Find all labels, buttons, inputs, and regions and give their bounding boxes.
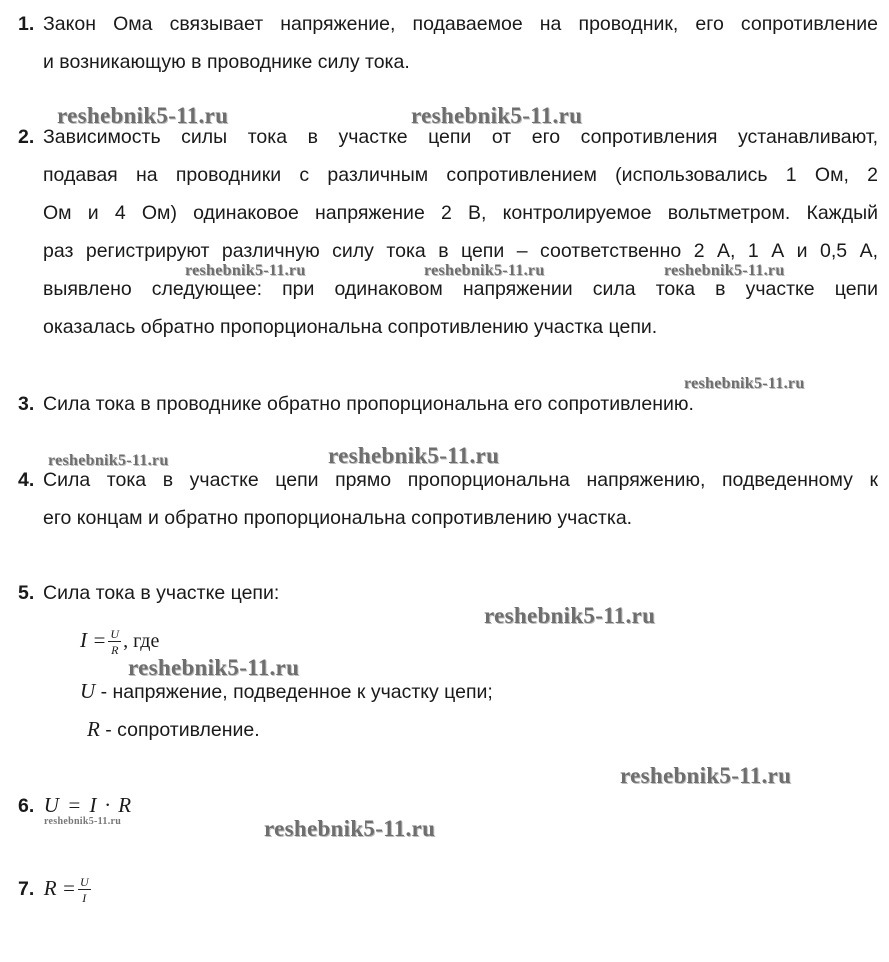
item-text: [43, 118, 878, 346]
answer-item-1: [18, 5, 878, 81]
item-number: 5.: [18, 582, 35, 604]
text-line: Сила тока в участке цепи прямо пропорциональна напряжению, подведенному к: [43, 469, 878, 491]
text-line: подавая на проводники с различным сопротивлением (использовались 1 Ом, 2: [43, 164, 878, 186]
definition-r: [87, 710, 260, 749]
definition-text: - напряжение, подведенное к участку цепи;: [95, 681, 493, 703]
text-line: Ом и 4 Ом) одинаковое напряжение 2 В, контролируемое вольтметром. Каждый: [43, 202, 878, 224]
text-line: Сила тока в проводнике обратно пропорциональна его сопротивлению.: [43, 393, 694, 415]
answer-item-7: [18, 866, 93, 911]
watermark: reshebnik5-11.ru: [48, 452, 169, 469]
watermark: reshebnik5-11.ru: [264, 816, 436, 841]
fraction: [108, 628, 121, 656]
watermark: reshebnik5-11.ru: [620, 763, 792, 788]
fraction-denominator: I: [82, 890, 87, 905]
formula-suffix: , где: [123, 630, 160, 652]
watermark: reshebnik5-11.ru: [411, 103, 583, 128]
formula-lhs: I =: [80, 628, 107, 652]
text-line: оказалась обратно пропорциональна сопротивлению участка цепи.: [43, 316, 658, 338]
watermark: reshebnik5-11.ru: [684, 375, 805, 392]
watermark: reshebnik5-11.ru: [424, 262, 545, 279]
watermark: reshebnik5-11.ru: [57, 103, 229, 128]
fraction-numerator: U: [110, 626, 120, 641]
text-line: Закон Ома связывает напряжение, подаваемое на проводник, его сопротивление: [43, 13, 878, 35]
item-number: 7.: [18, 878, 35, 900]
fraction-denominator: R: [111, 642, 119, 657]
item-number: 4.: [18, 469, 35, 491]
text-line: раз регистрируют различную силу тока в цепи – соответственно 2 А, 1 А и 0,5 А,: [43, 240, 878, 262]
definition-symbol: U: [80, 679, 96, 703]
answer-item-5: [18, 574, 878, 612]
text-line: Сила тока в участке цепи:: [43, 582, 280, 604]
item-text: [43, 5, 878, 81]
item-text: [43, 574, 878, 612]
watermark: reshebnik5-11.ru: [664, 262, 785, 279]
watermark: reshebnik5-11.ru: [44, 816, 122, 827]
item-text: [43, 461, 878, 537]
answer-item-2: [18, 118, 878, 346]
definition-symbol: R: [87, 717, 100, 741]
formula-lhs: R =: [43, 876, 76, 900]
fraction: [78, 876, 91, 904]
item-number: 6.: [18, 795, 35, 817]
item-number: 1.: [18, 13, 35, 35]
text-line: его концам и обратно пропорциональна сопротивлению участка.: [43, 507, 633, 529]
definition-text: - сопротивление.: [99, 719, 260, 741]
watermark: reshebnik5-11.ru: [128, 655, 300, 680]
watermark: reshebnik5-11.ru: [484, 603, 656, 628]
item-number: 3.: [18, 393, 35, 415]
item-number: 2.: [18, 126, 35, 148]
text-line: Зависимость силы тока в участке цепи от его сопротивления устанавливают,: [43, 126, 878, 148]
watermark: reshebnik5-11.ru: [185, 262, 306, 279]
fraction-numerator: U: [79, 874, 89, 889]
answer-item-4: [18, 461, 878, 537]
formula-u-equals-ir: U = I · R: [43, 793, 132, 817]
text-line: выявлено следующее: при одинаковом напряжении сила тока в участке цепи: [43, 278, 878, 300]
text-line: и возникающую в проводнике силу тока.: [43, 51, 410, 73]
watermark: reshebnik5-11.ru: [328, 443, 500, 468]
